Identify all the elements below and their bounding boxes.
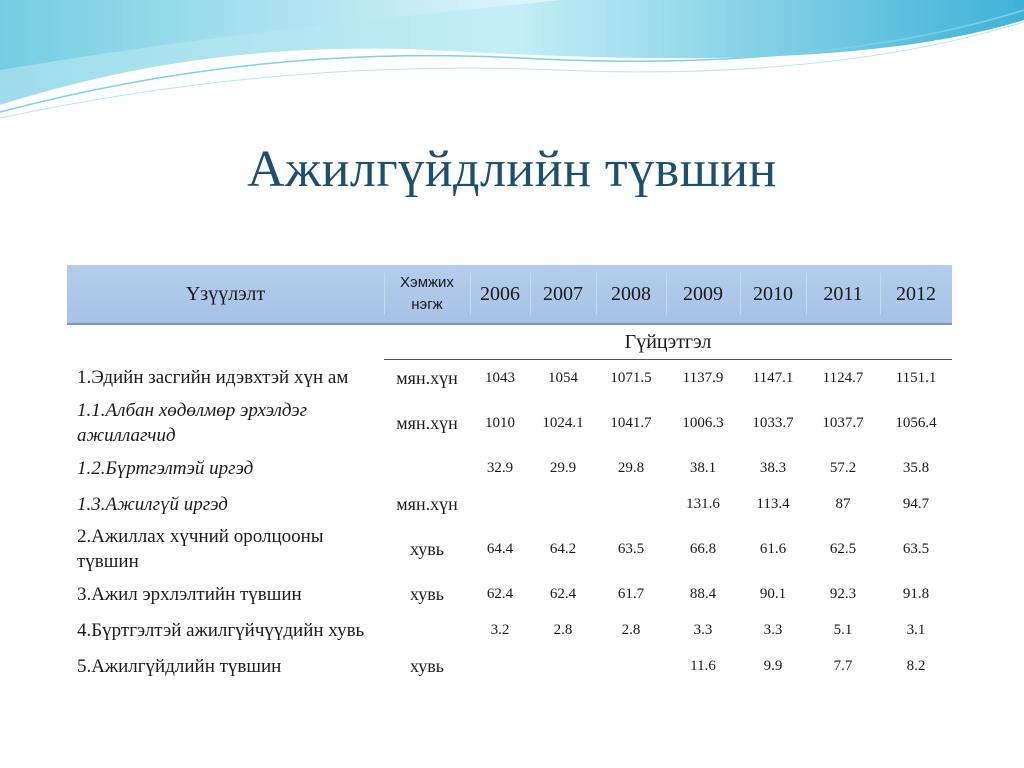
- slide-title: Ажилгүйдлийн түвшин: [247, 141, 777, 198]
- group-spacer: [67, 324, 384, 360]
- value-cell: 38.1: [689, 459, 717, 476]
- value-cell: [596, 648, 666, 684]
- unit-cell: хувь: [409, 538, 445, 559]
- value-cell: 66.8: [689, 540, 717, 557]
- value-cell: 1054: [548, 369, 578, 386]
- table-row: [67, 612, 952, 648]
- header-year: 2009: [666, 265, 740, 324]
- value-cell: 1151.1: [895, 369, 937, 386]
- unit-cell: мян.хүн: [396, 412, 458, 433]
- value-cell: 3.3: [763, 621, 783, 638]
- value-cell: 90.1: [759, 585, 787, 602]
- value-cell: 35.8: [902, 459, 930, 476]
- header-year: 2012: [880, 265, 952, 324]
- value-cell: 8.2: [906, 657, 926, 674]
- value-cell: 87: [835, 495, 851, 512]
- indicator-cell: 1.2.Бүртгэлтэй иргэд: [77, 457, 254, 479]
- unit-cell: мян.хүн: [396, 367, 458, 388]
- table-row: [67, 576, 952, 612]
- table-body: [67, 324, 952, 684]
- value-cell: 57.2: [829, 459, 857, 476]
- table-row: [67, 522, 952, 576]
- unit-cell: [384, 612, 470, 648]
- unit-cell: [384, 450, 470, 486]
- table-row: [67, 648, 952, 684]
- value-cell: [470, 486, 530, 522]
- value-cell: 2.8: [621, 621, 641, 638]
- value-cell: 91.8: [902, 585, 930, 602]
- value-cell: 63.5: [902, 540, 930, 557]
- indicator-cell: 1.Эдийн засгийн идэвхтэй хүн ам: [77, 367, 349, 389]
- value-cell: 11.6: [690, 657, 716, 674]
- table-header-row: [67, 265, 952, 324]
- value-cell: 1024.1: [542, 414, 584, 431]
- value-cell: 92.3: [829, 585, 857, 602]
- value-cell: 1033.7: [752, 414, 794, 431]
- header-year: 2011: [806, 265, 880, 324]
- group-label: Гүйцэтгэл: [384, 324, 952, 360]
- value-cell: 3.1: [906, 621, 926, 638]
- unit-cell: хувь: [409, 655, 445, 676]
- value-cell: 5.1: [833, 621, 853, 638]
- value-cell: 64.4: [486, 540, 514, 557]
- group-label-row: [67, 324, 952, 360]
- value-cell: 62.5: [829, 540, 857, 557]
- value-cell: 131.6: [686, 495, 720, 512]
- header-unit: Хэмжих нэгж: [384, 265, 470, 324]
- indicator-cell: 2.Ажиллах хүчний оролцооны түвшин: [77, 526, 324, 572]
- header-year: 2007: [530, 265, 596, 324]
- value-cell: 1041.7: [610, 414, 652, 431]
- header-indicator: Үзүүлэлт: [67, 265, 384, 324]
- value-cell: 1010: [485, 414, 515, 431]
- value-cell: 62.4: [486, 585, 514, 602]
- value-cell: 1037.7: [822, 414, 864, 431]
- value-cell: 1071.5: [610, 369, 652, 386]
- unemployment-table-container: [67, 265, 952, 684]
- value-cell: 32.9: [486, 459, 514, 476]
- value-cell: 88.4: [689, 585, 717, 602]
- table-row: [67, 396, 952, 450]
- value-cell: 1147.1: [752, 369, 794, 386]
- value-cell: 29.8: [617, 459, 645, 476]
- value-cell: 38.3: [759, 459, 787, 476]
- value-cell: 113.4: [756, 495, 790, 512]
- value-cell: 61.6: [759, 540, 787, 557]
- value-cell: 1137.9: [682, 369, 724, 386]
- table-row: [67, 486, 952, 522]
- table-row: [67, 360, 952, 397]
- value-cell: 9.9: [763, 657, 783, 674]
- header-wave-decoration: [0, 0, 1024, 130]
- table-row: [67, 450, 952, 486]
- value-cell: 63.5: [617, 540, 645, 557]
- unit-cell: хувь: [409, 583, 445, 604]
- value-cell: 7.7: [833, 657, 853, 674]
- header-year: 2008: [596, 265, 666, 324]
- value-cell: 3.3: [693, 621, 713, 638]
- value-cell: 1043: [485, 369, 515, 386]
- indicator-cell: 1.3.Ажилгүй иргэд: [77, 493, 228, 515]
- value-cell: 29.9: [549, 459, 577, 476]
- unemployment-table: [67, 265, 952, 684]
- indicator-cell: 4.Бүртгэлтэй ажилгүйчүүдийн хувь: [77, 619, 365, 641]
- indicator-cell: 5.Ажилгүйдлийн түвшин: [77, 655, 282, 677]
- value-cell: 61.7: [617, 585, 645, 602]
- value-cell: [530, 648, 596, 684]
- value-cell: 1124.7: [822, 369, 864, 386]
- value-cell: 62.4: [549, 585, 577, 602]
- value-cell: 64.2: [549, 540, 577, 557]
- header-year: 2010: [740, 265, 806, 324]
- value-cell: [596, 486, 666, 522]
- unit-cell: мян.хүн: [396, 493, 458, 514]
- value-cell: [470, 648, 530, 684]
- value-cell: 3.2: [490, 621, 510, 638]
- indicator-cell: 1.1.Албан хөдөлмөр эрхэлдэг ажиллагчид: [77, 400, 308, 446]
- header-year: 2006: [470, 265, 530, 324]
- value-cell: 1056.4: [895, 414, 937, 431]
- value-cell: 1006.3: [682, 414, 724, 431]
- value-cell: 2.8: [553, 621, 573, 638]
- value-cell: [530, 486, 596, 522]
- value-cell: 94.7: [902, 495, 930, 512]
- indicator-cell: 3.Ажил эрхлэлтийн түвшин: [77, 583, 302, 605]
